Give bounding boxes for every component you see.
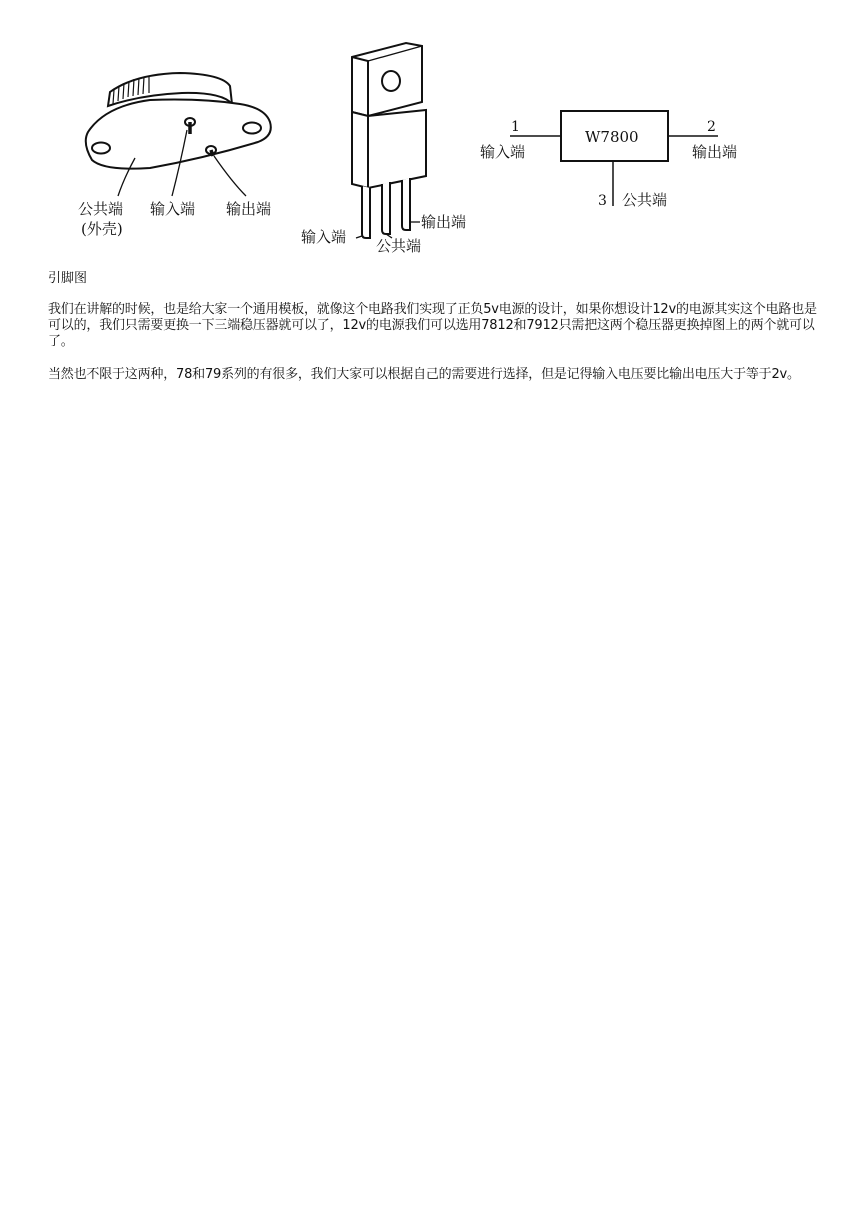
figure-caption: 引脚图	[48, 271, 88, 286]
to3-common-label: 公共端	[78, 200, 124, 218]
pin3-number: 3	[598, 193, 607, 209]
to220-package	[352, 43, 426, 238]
to3-shell-label: (外壳)	[81, 220, 123, 238]
pinout-diagram	[0, 0, 868, 262]
pinout-figure	[0, 0, 868, 262]
schematic-input-label: 输入端	[480, 143, 526, 161]
pin2-number: 2	[707, 119, 716, 135]
schematic-common-label: 公共端	[622, 191, 668, 209]
to220-input-label: 输入端	[301, 228, 347, 246]
paragraph: 我们在讲解的时候，也是给大家一个通用模板，就像这个电路我们实现了正负5v电源的设计，如果你想设计12v的电源其实这个电路也是可以的，我们只需要更换一下三端稳压器就可以了，12v的电源我们可以选用7812和7912只需把这两个稳压器更换掉图上的两个就可以了。	[48, 302, 817, 349]
paragraph: 当然也不限于这两种，78和79系列的有很多，我们大家可以根据自己的需要进行选择，但是记得输入电压要比输出电压大于等于2v。	[48, 367, 800, 382]
to3-input-label: 输入端	[150, 200, 196, 218]
to220-common-label: 公共端	[376, 237, 422, 255]
to3-package	[86, 73, 271, 196]
to220-output-label: 输出端	[421, 213, 467, 231]
chip-label: W7800	[585, 128, 639, 146]
w7800-schematic	[510, 111, 718, 206]
schematic-output-label: 输出端	[692, 143, 738, 161]
pin1-number: 1	[511, 119, 520, 135]
to3-output-label: 输出端	[226, 200, 272, 218]
